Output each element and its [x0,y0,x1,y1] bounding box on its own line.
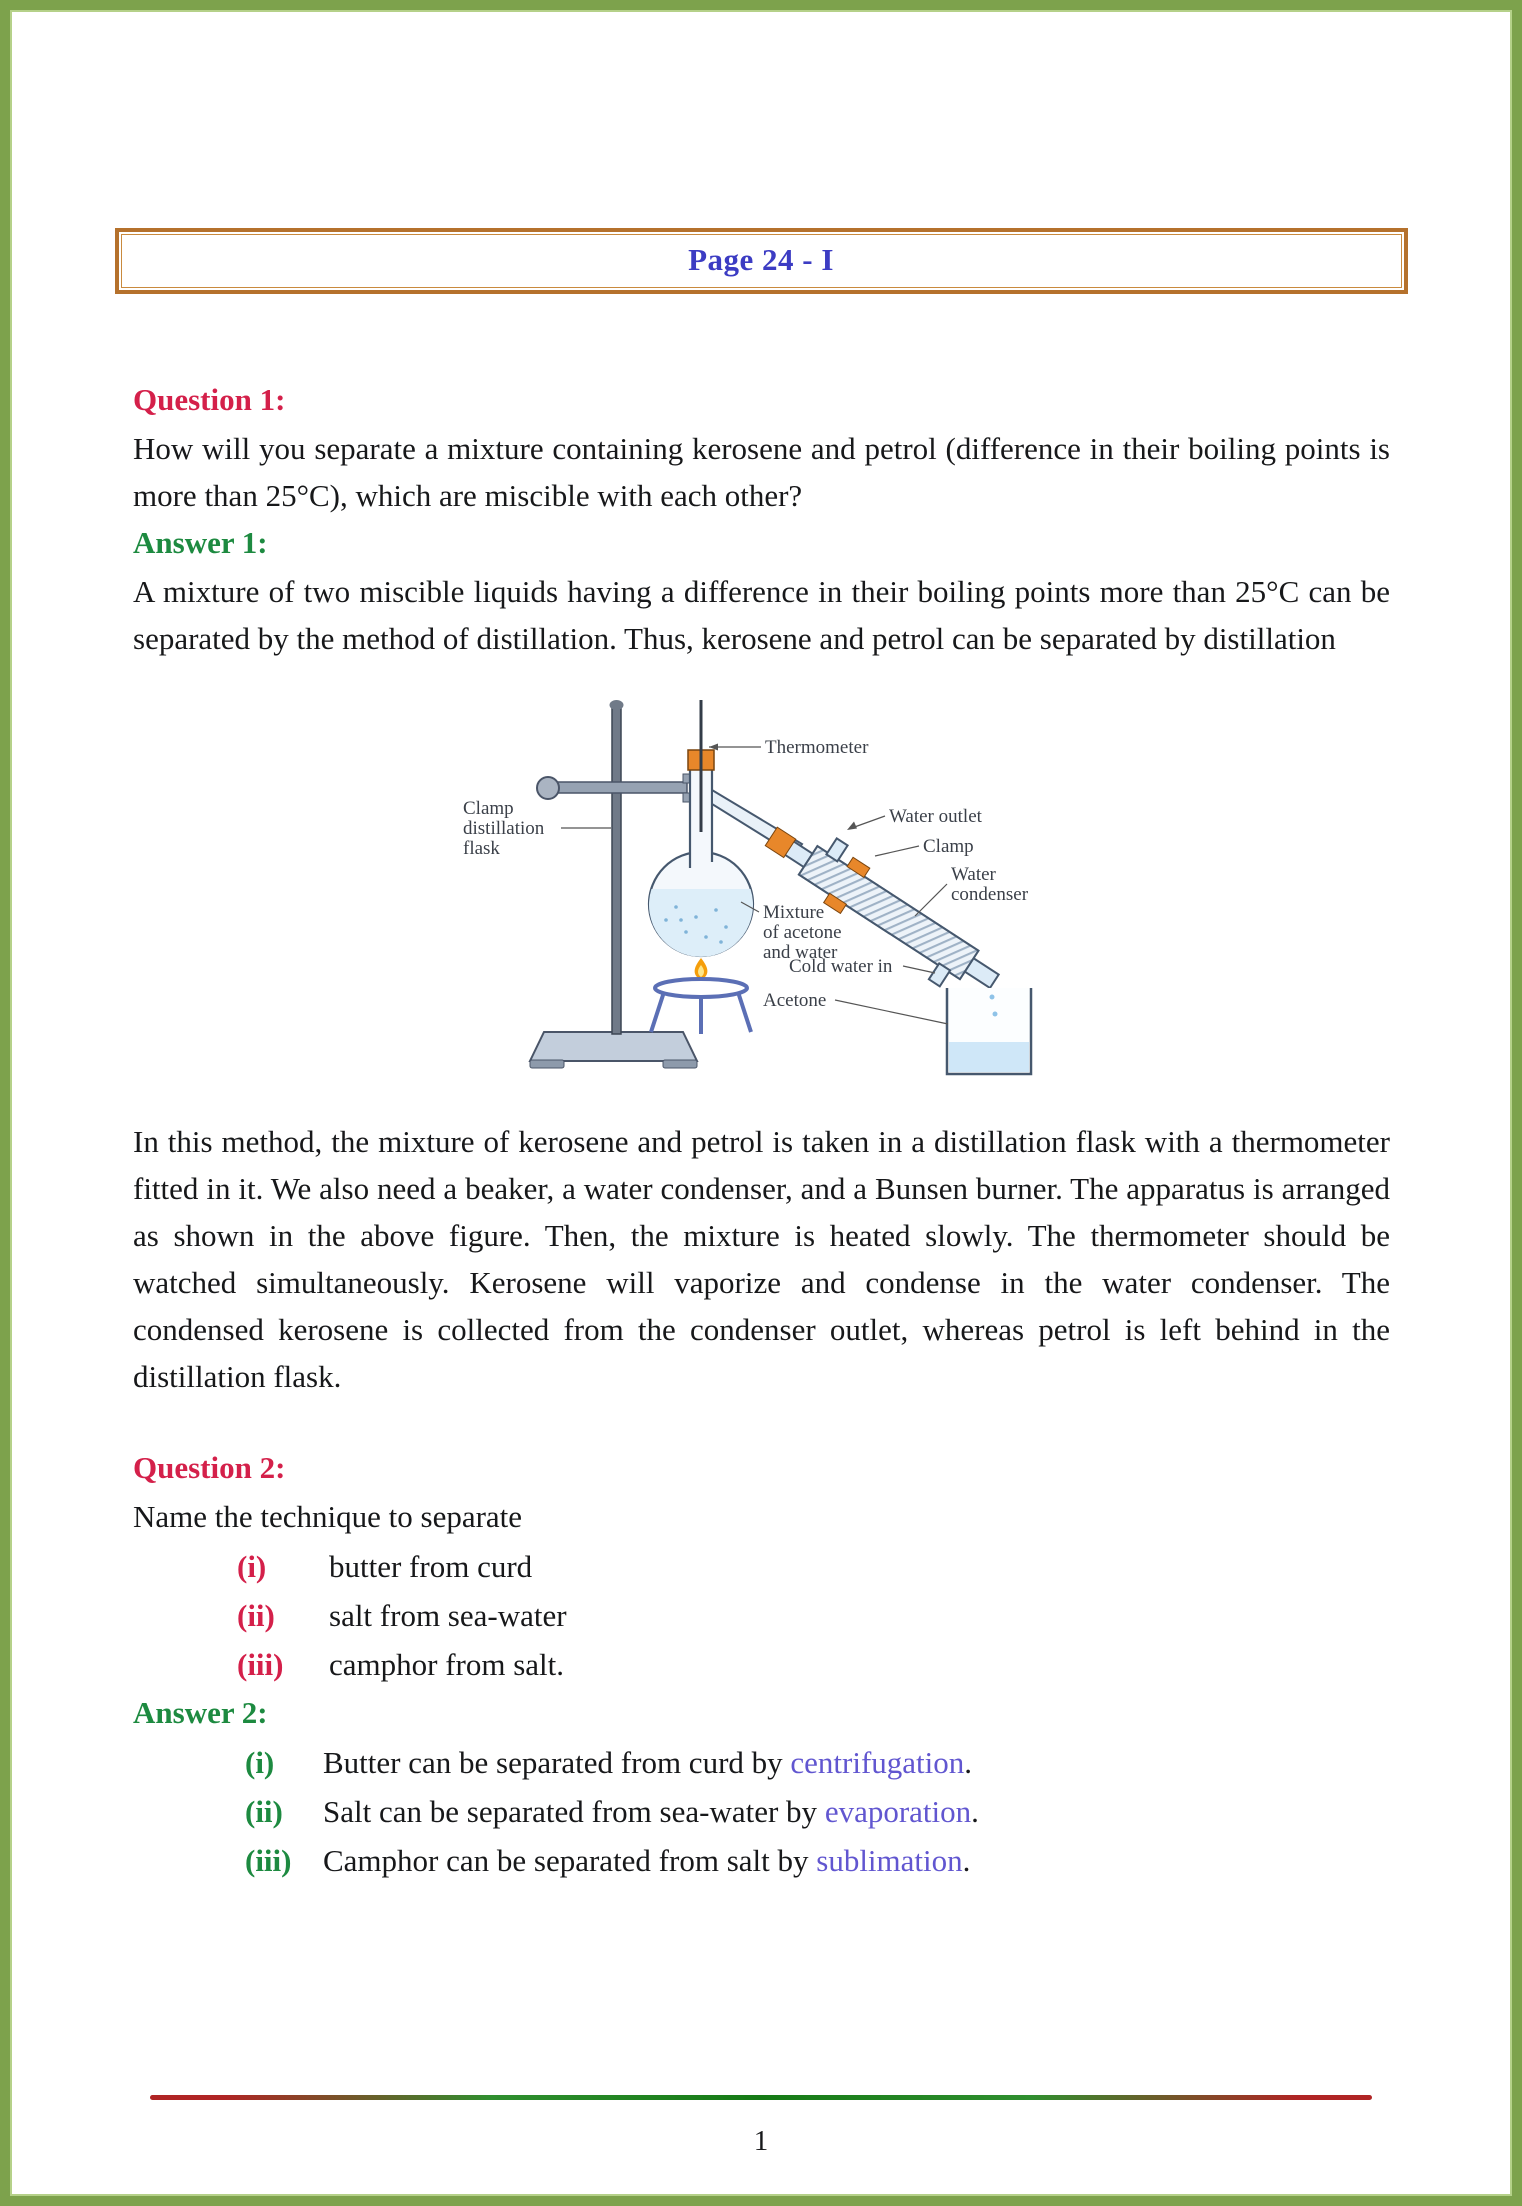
link-centrifugation[interactable]: centrifugation [790,1745,965,1780]
answer-2-items [133,1738,1390,1885]
item-numeral: (iii) [237,1647,284,1682]
item-numeral: (iii) [245,1843,292,1878]
list-item [133,1542,1390,1591]
footer-divider [150,2095,1372,2100]
item-text: Camphor can be separated from salt by sublimation. [323,1843,971,1878]
label-thermometer: Thermometer [765,737,869,758]
answer-1-continued-text: In this method, the mixture of kerosene and petrol is taken in a distillation flask with a thermometer fitted in it. We also need a beaker, a water condenser, and a Bunsen burner. The apparatus is arranged as shown in the above figure. Then, the mixture is heated slowly. The thermometer should be watched simultaneously. Kerosene will vaporize and condense in the water condenser. The condensed kerosene is collected from the condenser outlet, whereas petrol is left behind in the distillation flask. [133,1124,1390,1394]
list-item [133,1787,1390,1836]
item-text: camphor from salt. [329,1647,565,1682]
clamp-arm [549,782,687,793]
link-sublimation[interactable]: sublimation [816,1843,963,1878]
question-2-items [133,1542,1390,1689]
distillation-figure [411,692,1051,1092]
item-text: Butter can be separated from curd by centrifugation. [323,1745,973,1780]
link-evaporation[interactable]: evaporation [824,1794,972,1829]
flask-stand-ring [655,979,747,997]
answer-1-text: A mixture of two miscible liquids having a difference in their boiling points more than 25°C can be separated by the method of distillation. Thus, kerosene and petrol can be separated by distillation [133,574,1390,656]
label-cold-water-in: Cold water in [789,956,893,977]
item-numeral: (ii) [245,1794,283,1829]
clamp-knob [537,777,559,799]
page-content [133,376,1390,1885]
page-header-box [115,228,1408,294]
label-water-condenser-line2: condenser [951,884,1029,905]
list-item [133,1640,1390,1689]
collected-acetone [949,1042,1029,1072]
item-numeral: (ii) [237,1598,275,1633]
label-clamp-flask-line2: distillation [463,818,545,839]
item-numeral: (i) [237,1549,267,1584]
label-clamp: Clamp [923,836,974,857]
item-text: salt from sea-water [329,1598,567,1633]
stand-base [530,1032,697,1061]
stand-rod [612,706,621,1034]
label-mixture-line2: of acetone [763,922,842,943]
answer-2-heading: Answer 2: [133,1695,268,1730]
label-mixture-line1: Mixture [763,902,825,923]
label-clamp-flask-line3: flask [463,838,500,859]
label-acetone: Acetone [763,990,827,1011]
label-mixture-line3: and water [763,942,838,963]
question-1-text: How will you separate a mixture containing kerosene and petrol (difference in their boiling points is more than 25°C), which are miscible with each other? [133,431,1390,513]
question-1-heading: Question 1: [133,382,286,417]
question-2-heading: Question 2: [133,1450,286,1485]
list-item [133,1836,1390,1885]
list-item [133,1738,1390,1787]
question-2-intro: Name the technique to separate [133,1499,523,1534]
page-title: Page 24 - I [688,242,834,277]
distillation-apparatus-diagram [411,692,1051,1092]
item-text: butter from curd [329,1549,533,1584]
label-water-outlet: Water outlet [889,806,982,827]
item-numeral: (i) [245,1745,275,1780]
list-item [133,1591,1390,1640]
label-clamp-flask-line1: Clamp [463,798,514,819]
item-text: Salt can be separated from sea-water by evaporation. [323,1794,979,1829]
flask-liquid [649,889,753,957]
page-number: 1 [753,2125,769,2157]
label-water-condenser-line1: Water [951,864,996,885]
answer-1-heading: Answer 1: [133,525,268,560]
